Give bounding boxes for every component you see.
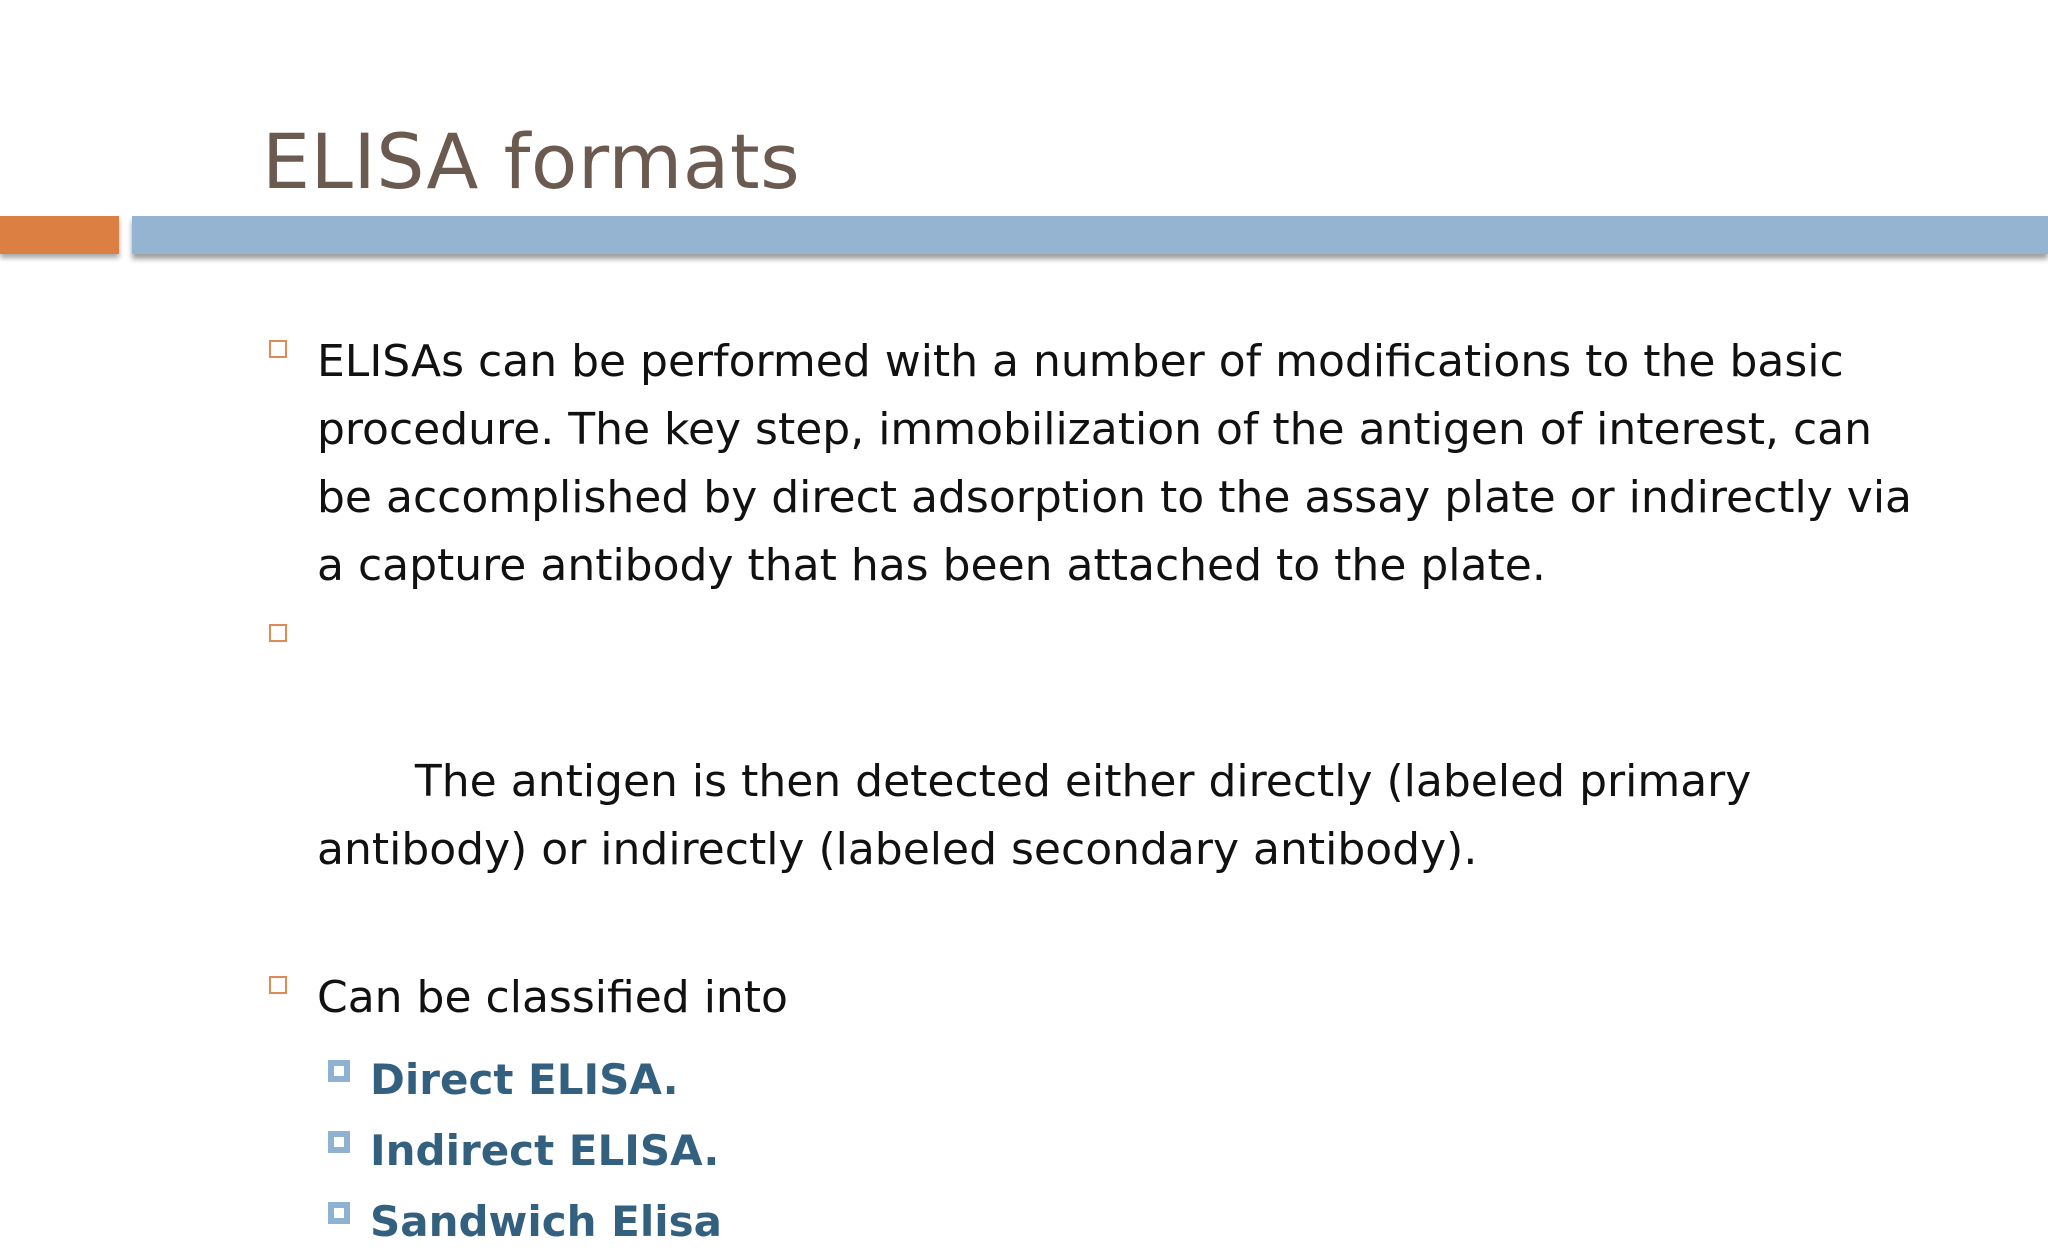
bullet-item	[262, 964, 1922, 1032]
sub-bullet-item	[262, 1044, 1922, 1115]
bullet-text: ELISAs can be performed with a number of modifications to the basic procedure. The key step, immobilization of the antigen of interest, can be accomplished by direct adsorption to the assay plate or indirectly via a capture antibody that has been attached to the plate.	[317, 336, 1912, 591]
bullet-item	[262, 612, 1922, 952]
title-accent-bar	[0, 216, 119, 254]
square-bullet-icon	[269, 624, 287, 642]
sub-bullet-list	[262, 1044, 1922, 1257]
filled-square-bullet-icon	[328, 1060, 350, 1082]
sub-bullet-text: Sandwich Elisa	[370, 1197, 722, 1246]
filled-square-bullet-icon	[328, 1202, 350, 1224]
bullet-text: The antigen is then detected either directly (labeled primary antibody) or indirectly (labeled secondary antibody).	[317, 756, 1766, 875]
sub-bullet-item	[262, 1186, 1922, 1257]
square-bullet-icon	[269, 340, 287, 358]
slide-title: ELISA formats	[262, 117, 801, 206]
title-rule-bar	[132, 216, 2048, 254]
sub-bullet-item	[262, 1115, 1922, 1186]
slide-body	[262, 328, 1922, 1257]
sub-bullet-text: Indirect ELISA.	[370, 1126, 720, 1175]
bullet-item	[262, 328, 1922, 600]
filled-square-bullet-icon	[328, 1131, 350, 1153]
sub-bullet-text: Direct ELISA.	[370, 1055, 679, 1104]
bullet-text: Can be classified into	[317, 972, 788, 1023]
square-bullet-icon	[269, 976, 287, 994]
